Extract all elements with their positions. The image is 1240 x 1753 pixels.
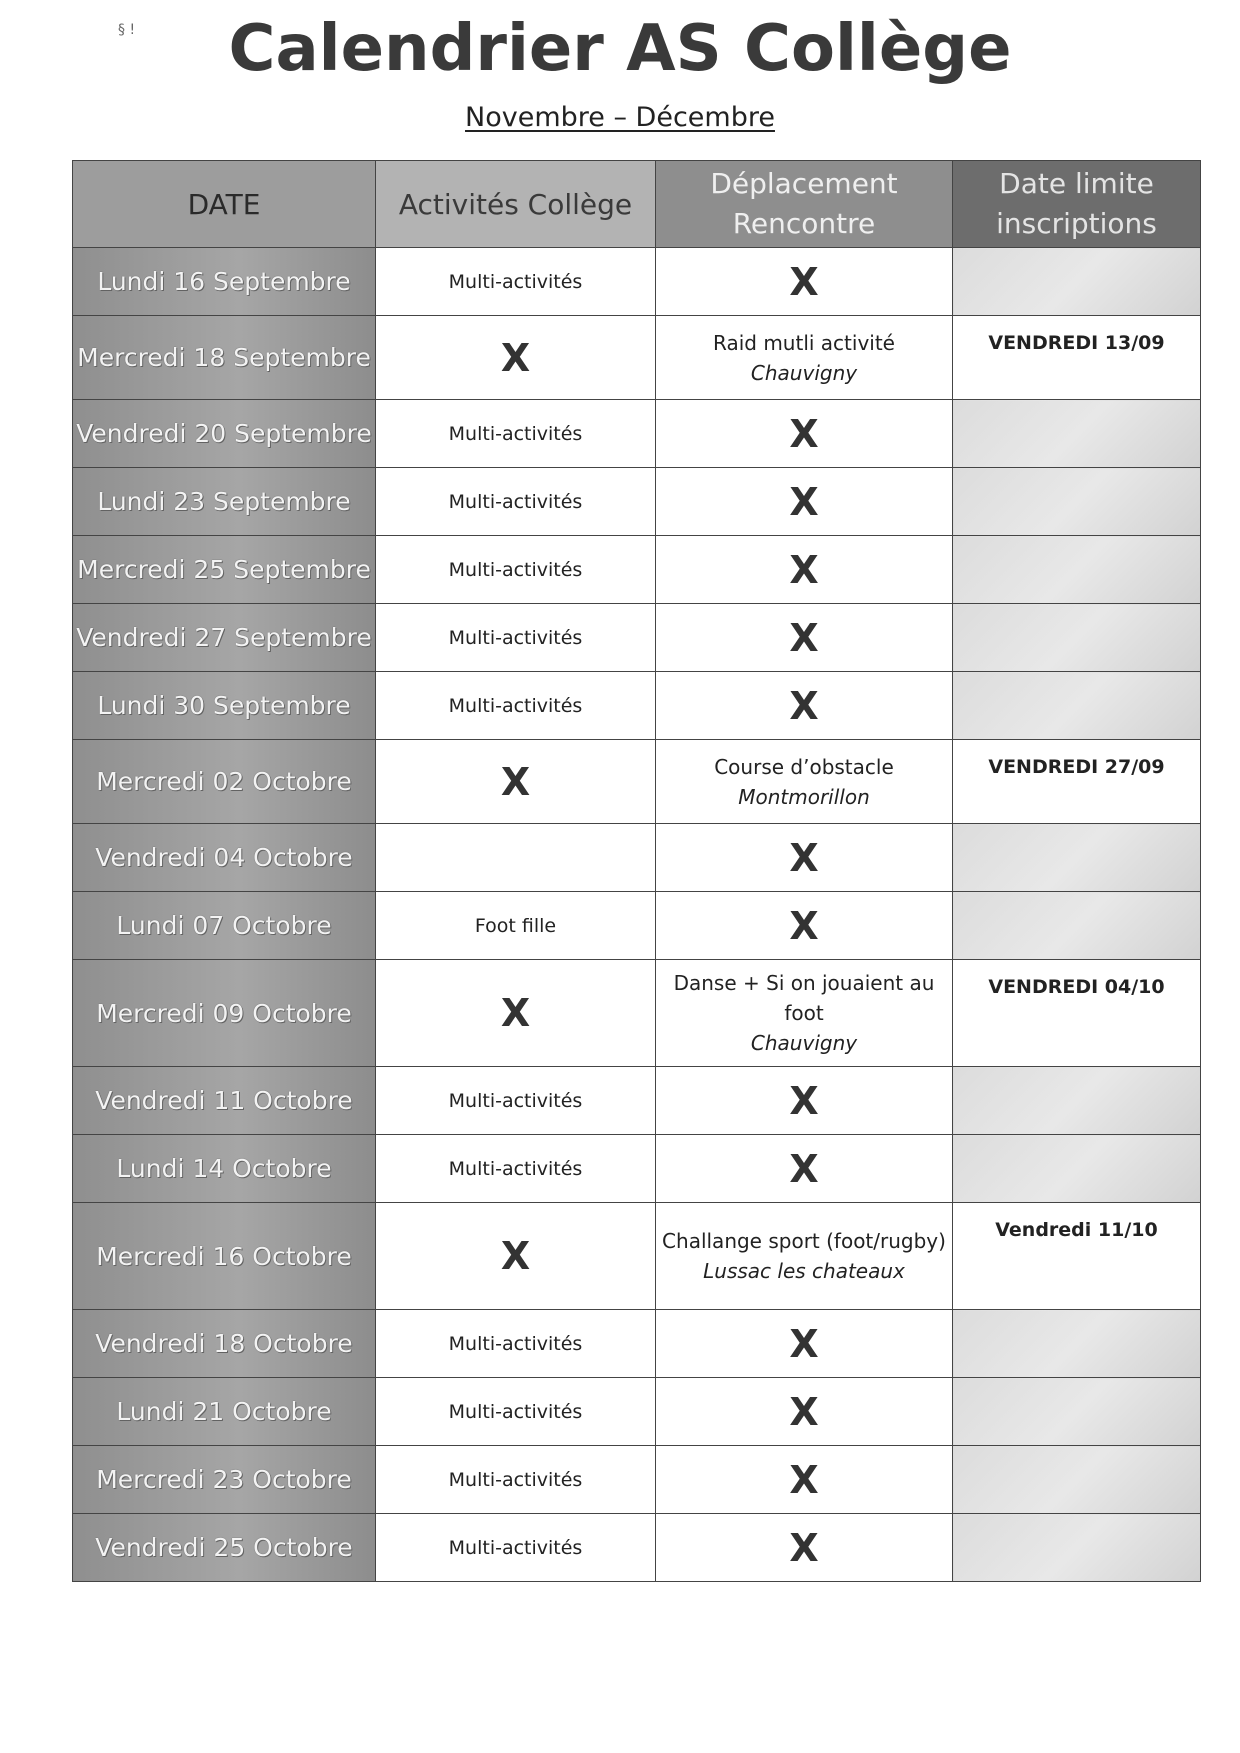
cell-activite-text: X [500,759,531,804]
cell-date: Mercredi 25 Septembre [73,536,376,604]
cell-deplacement [656,1067,953,1135]
cell-date: Vendredi 11 Octobre [73,1067,376,1135]
cell-deplacement-text: Course d’obstacle [714,754,894,779]
cell-date-limite: Vendredi 11/10 [953,1203,1201,1310]
cell-activite [376,960,656,1067]
cell-date: Lundi 14 Octobre [73,1135,376,1203]
cell-date: Vendredi 27 Septembre [73,604,376,672]
cell-deplacement-text: X [789,1457,819,1502]
page-subtitle [0,102,1240,133]
table-row [73,892,1201,960]
cell-date-limite [953,892,1201,960]
cell-deplacement [656,1446,953,1514]
cell-date: Vendredi 20 Septembre [73,400,376,468]
table-row [73,1203,1201,1310]
cell-activite [376,1378,656,1446]
cell-date-limite [953,536,1201,604]
cell-activite-text: X [500,1234,531,1278]
cell-date: Lundi 30 Septembre [73,672,376,740]
header-activites: Activités Collège [376,161,656,248]
cell-deplacement-text: X [789,615,819,660]
cell-deplacement [656,1514,953,1582]
table-row [73,960,1201,1067]
cell-activite [376,824,656,892]
cell-deplacement [656,1203,953,1310]
cell-deplacement [656,604,953,672]
header-date-limite-line2: inscriptions [996,207,1157,240]
cell-activite [376,1203,656,1310]
cell-date-limite [953,400,1201,468]
header-deplacement [656,161,953,248]
cell-deplacement-text: X [789,411,819,456]
cell-lieu-text: Chauvigny [750,360,858,385]
cell-activite-text: Multi-activités [448,1157,583,1180]
margin-mark: § ! [118,22,136,38]
cell-activite-text: Multi-activités [448,626,583,649]
cell-deplacement [656,672,953,740]
cell-date-limite [953,1446,1201,1514]
cell-date: Mercredi 16 Octobre [73,1203,376,1310]
cell-lieu-text: Lussac les chateaux [703,1259,905,1283]
cell-activite-text: Multi-activités [448,422,583,445]
subtitle-text: Novembre – Décembre [465,102,775,133]
cell-activite [376,1310,656,1378]
cell-lieu-text: Chauvigny [750,1031,858,1055]
header-deplacement-line2: Rencontre [732,207,876,240]
cell-deplacement [656,740,953,824]
cell-deplacement-text: Danse + Si on jouaient au foot [673,971,935,1025]
cell-activite [376,1067,656,1135]
cell-deplacement-text: X [789,1321,819,1366]
cell-date-limite [953,1378,1201,1446]
cell-date: Vendredi 04 Octobre [73,824,376,892]
cell-deplacement [656,1378,953,1446]
cell-deplacement-text: X [789,547,819,592]
cell-activite-text: Multi-activités [448,490,583,513]
cell-activite [376,400,656,468]
table-row [73,1514,1201,1582]
table-row [73,1135,1201,1203]
cell-activite-text: Multi-activités [448,558,583,581]
cell-date-limite [953,1514,1201,1582]
calendar-table [72,160,1201,1582]
cell-activite [376,1446,656,1514]
cell-date-limite: VENDREDI 04/10 [953,960,1201,1067]
cell-deplacement-text: X [789,1525,819,1570]
cell-activite [376,248,656,316]
cell-date: Mercredi 02 Octobre [73,740,376,824]
cell-activite [376,892,656,960]
cell-lieu-text: Montmorillon [738,784,870,809]
page-title: Calendrier AS Collège [228,12,1012,86]
cell-activite-text: X [500,335,531,380]
cell-activite [376,1135,656,1203]
cell-date: Lundi 16 Septembre [73,248,376,316]
cell-date-limite [953,824,1201,892]
cell-activite [376,468,656,536]
table-row [73,1067,1201,1135]
header-date-limite [953,161,1201,248]
cell-activite [376,604,656,672]
table-row [73,1446,1201,1514]
cell-deplacement-text: X [789,903,819,948]
cell-date-limite [953,672,1201,740]
cell-activite [376,1514,656,1582]
cell-date-limite [953,1067,1201,1135]
cell-date: Lundi 21 Octobre [73,1378,376,1446]
cell-date-limite [953,1310,1201,1378]
cell-activite-text: Multi-activités [448,270,583,293]
cell-deplacement-text: X [789,259,819,304]
cell-date: Mercredi 09 Octobre [73,960,376,1067]
cell-activite-text: Multi-activités [448,1536,583,1559]
cell-deplacement [656,536,953,604]
cell-date-limite [953,604,1201,672]
cell-date-limite [953,248,1201,316]
cell-deplacement [656,1135,953,1203]
table-row [73,248,1201,316]
table-row [73,672,1201,740]
cell-date: Mercredi 23 Octobre [73,1446,376,1514]
cell-deplacement-text: X [789,1389,819,1434]
cell-deplacement [656,400,953,468]
cell-deplacement-text: X [789,479,819,524]
cell-deplacement [656,892,953,960]
table-row [73,468,1201,536]
cell-activite-text: Multi-activités [448,1332,583,1355]
cell-date-limite [953,1135,1201,1203]
table-row [73,740,1201,824]
cell-deplacement [656,960,953,1067]
table-row [73,400,1201,468]
cell-deplacement-text: Raid mutli activité [713,330,895,355]
table-row [73,1310,1201,1378]
cell-activite-text: Multi-activités [448,1089,583,1112]
header-deplacement-line1: Déplacement [710,167,898,200]
table-row [73,536,1201,604]
cell-deplacement [656,468,953,536]
cell-activite [376,672,656,740]
cell-activite [376,740,656,824]
cell-date-limite: VENDREDI 13/09 [953,316,1201,400]
cell-deplacement [656,248,953,316]
header-date-limite-line1: Date limite [999,167,1154,200]
cell-activite-text: Multi-activités [448,694,583,717]
cell-date: Vendredi 18 Octobre [73,1310,376,1378]
cell-deplacement [656,316,953,400]
cell-deplacement-text: X [789,1146,819,1191]
cell-date-limite [953,468,1201,536]
cell-activite-text: Multi-activités [448,1468,583,1491]
cell-activite-text: Multi-activités [448,1400,583,1423]
cell-date: Lundi 07 Octobre [73,892,376,960]
header-row [73,161,1201,248]
cell-date: Lundi 23 Septembre [73,468,376,536]
cell-activite [376,316,656,400]
table-row [73,824,1201,892]
cell-activite [376,536,656,604]
cell-deplacement-text: Challange sport (foot/rugby) [662,1229,946,1253]
cell-deplacement-text: X [789,1078,819,1123]
cell-activite-text: Foot fille [474,914,557,937]
table-row [73,604,1201,672]
cell-deplacement [656,1310,953,1378]
table-row [73,1378,1201,1446]
cell-activite-text: X [500,991,531,1035]
cell-deplacement-text: X [789,683,819,728]
cell-deplacement-text: X [789,835,819,880]
cell-date-limite: VENDREDI 27/09 [953,740,1201,824]
cell-deplacement [656,824,953,892]
cell-date: Vendredi 25 Octobre [73,1514,376,1582]
table-row [73,316,1201,400]
cell-date: Mercredi 18 Septembre [73,316,376,400]
header-date: DATE [73,161,376,248]
